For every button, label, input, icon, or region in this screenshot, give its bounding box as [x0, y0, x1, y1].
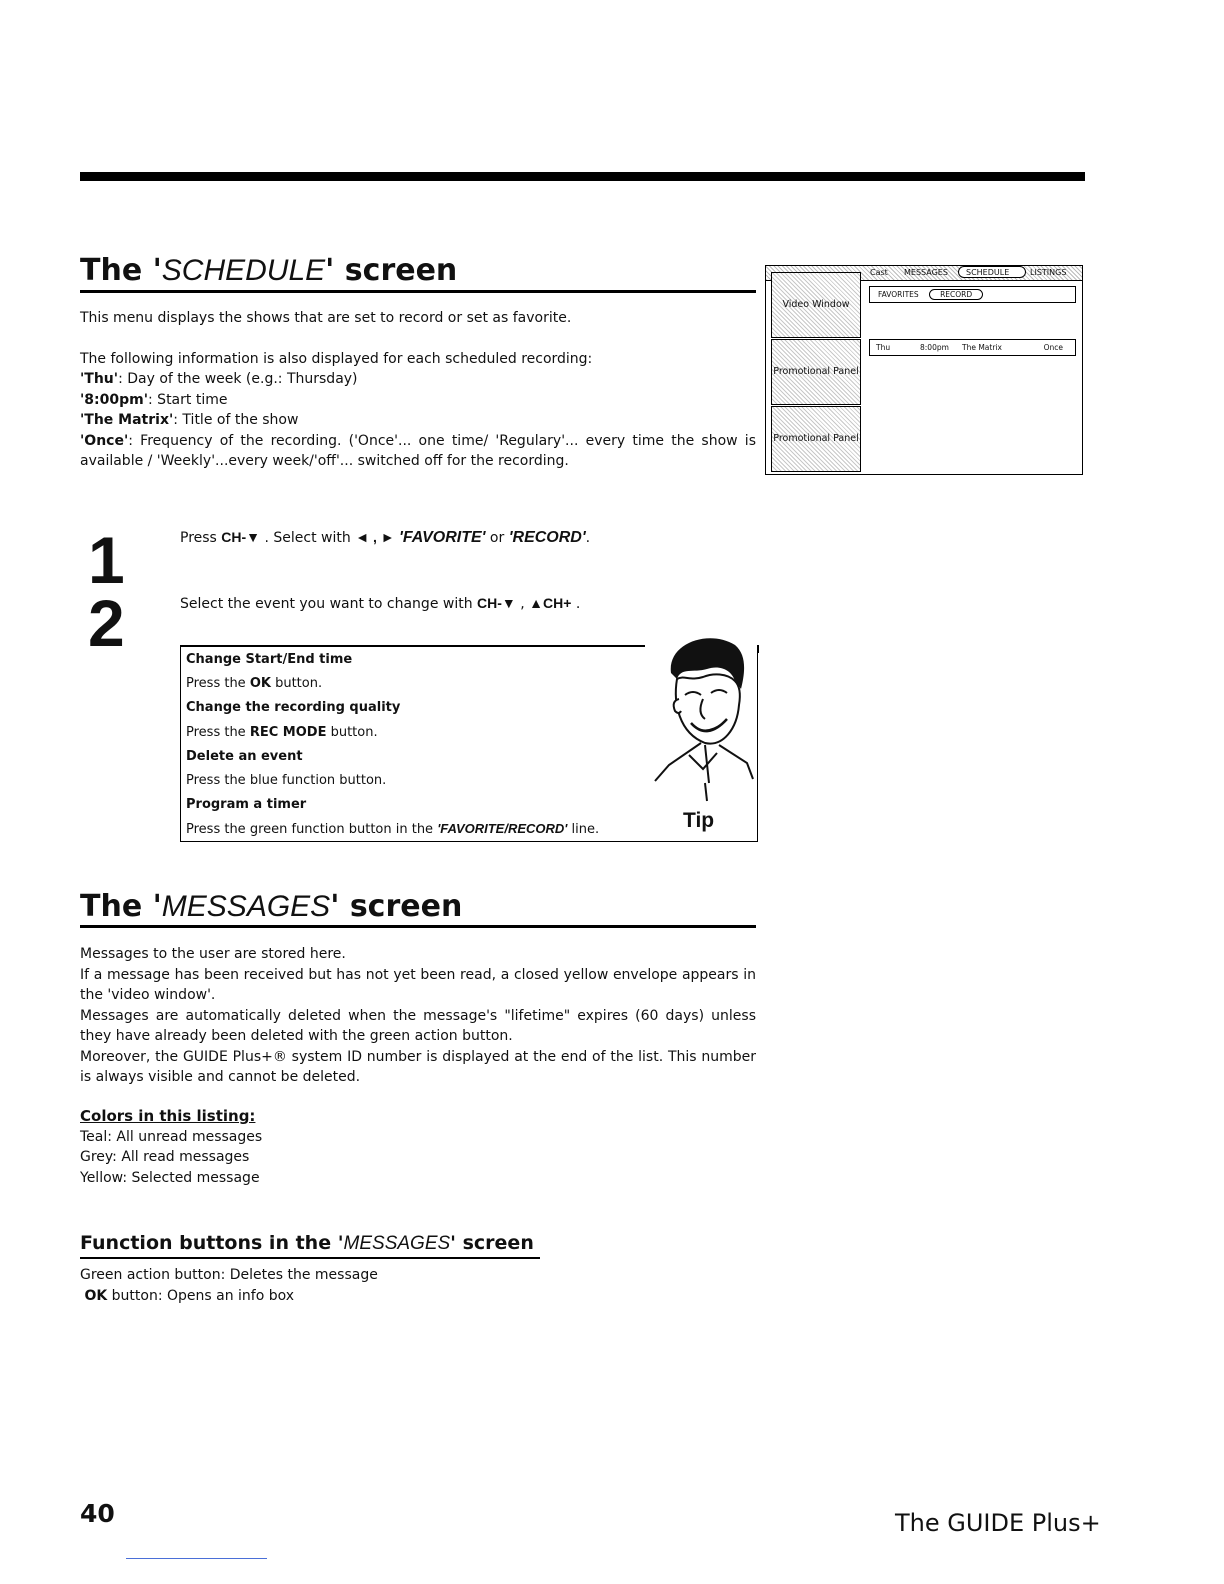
tip-heading-start-end: Change Start/End time [186, 652, 353, 667]
color-teal: Teal: All unread messages [80, 1128, 263, 1145]
tip-line-rec-mode: Press the REC MODE button. [186, 724, 378, 740]
top-rule [80, 172, 1085, 181]
tip-heading-delete: Delete an event [186, 748, 303, 764]
tab-listings: LISTINGS [1030, 268, 1067, 277]
schedule-body [80, 308, 756, 472]
tip-line-blue: Press the blue function button. [186, 773, 387, 789]
messages-body [80, 944, 756, 1088]
tab-cast: Cast [870, 268, 888, 277]
func-line-ok: OK button: Opens an info box [84, 1287, 295, 1304]
messages-para-4: Moreover, the GUIDE Plus+® system ID number is displayed at the end of the list. This number is always visible and cannot be deleted. [80, 1048, 756, 1085]
step-1-text: Press CH-▼ . Select with ◄ , ► 'FAVORITE' or 'RECORD'. [180, 529, 591, 546]
func-line-green: Green action button: Deletes the message [80, 1267, 378, 1283]
schedule-heading: The 'SCHEDULE' screen [80, 253, 458, 288]
field-day: 'Thu': Day of the week (e.g.: Thursday) [80, 371, 358, 387]
footer-section-title: The GUIDE Plus+ [895, 1509, 1101, 1537]
color-yellow: Yellow: Selected message [80, 1169, 260, 1186]
favorites-label: FAVORITES [878, 290, 919, 299]
step-2-text: Select the event you want to change with CH-▼ , ▲CH+ . [180, 595, 581, 612]
entry-time: 8:00pm [920, 343, 949, 352]
schedule-entry [869, 339, 1076, 356]
tab-messages: MESSAGES [904, 268, 948, 277]
step-2-number: 2 [88, 586, 125, 660]
colors-section [80, 1106, 480, 1188]
tip-box [180, 645, 758, 842]
messages-heading: The 'MESSAGES' screen [80, 889, 463, 924]
tip-heading-timer: Program a timer [186, 797, 307, 813]
tab-schedule: SCHEDULE [966, 268, 1010, 277]
bottom-link-underline [126, 1558, 267, 1559]
page-number: 40 [80, 1499, 115, 1528]
messages-para-2: If a message has been received but has not yet been read, a closed yellow envelope appears in the 'video window'. [80, 966, 756, 1003]
entry-day: Thu [876, 343, 891, 352]
field-title: 'The Matrix': Title of the show [80, 412, 299, 428]
field-time: '8:00pm': Start time [80, 391, 228, 408]
messages-heading-rule [80, 925, 756, 928]
tip-cartoon-icon [649, 633, 759, 803]
color-grey: Grey: All read messages [80, 1149, 250, 1165]
messages-para-3: Messages are automatically deleted when the message's "lifetime" expires (60 days) unless they have already been deleted with the green action button. [80, 1007, 756, 1044]
schedule-heading-rule [80, 290, 756, 293]
schedule-intro: This menu displays the shows that are set to record or set as favorite. [80, 310, 572, 326]
entry-frequency: Once [1043, 343, 1063, 352]
tip-line-ok: Press the OK button. [186, 676, 323, 692]
function-buttons-rule [80, 1257, 540, 1259]
tip-heading-quality: Change the recording quality [186, 700, 401, 716]
function-buttons-body [80, 1265, 580, 1306]
function-buttons-heading: Function buttons in the 'MESSAGES' screen [80, 1232, 534, 1254]
schedule-screen-diagram [765, 265, 1083, 475]
promotional-panel-1: Promotional Panel [771, 339, 861, 405]
step-1-number: 1 [88, 523, 125, 597]
tip-line-green: Press the green function button in the 'FAVORITE/RECORD' line. [186, 821, 600, 838]
schedule-info-intro: The following information is also displayed for each scheduled recording: [80, 350, 593, 367]
favorite-record-line [869, 286, 1076, 303]
video-window: Video Window [771, 272, 861, 338]
promotional-panel-2: Promotional Panel [771, 406, 861, 472]
messages-para-1: Messages to the user are stored here. [80, 946, 346, 962]
record-pill: RECORD [929, 289, 983, 300]
entry-title: The Matrix [962, 343, 1002, 352]
colors-heading: Colors in this listing: [80, 1107, 256, 1125]
field-frequency: 'Once': Frequency of the recording. ('Once'... one time/ 'Regulary'... every time the show is available / 'Weekly'...every week/'off'... switched off for the recording. [80, 432, 756, 469]
tip-label: Tip [683, 809, 715, 832]
